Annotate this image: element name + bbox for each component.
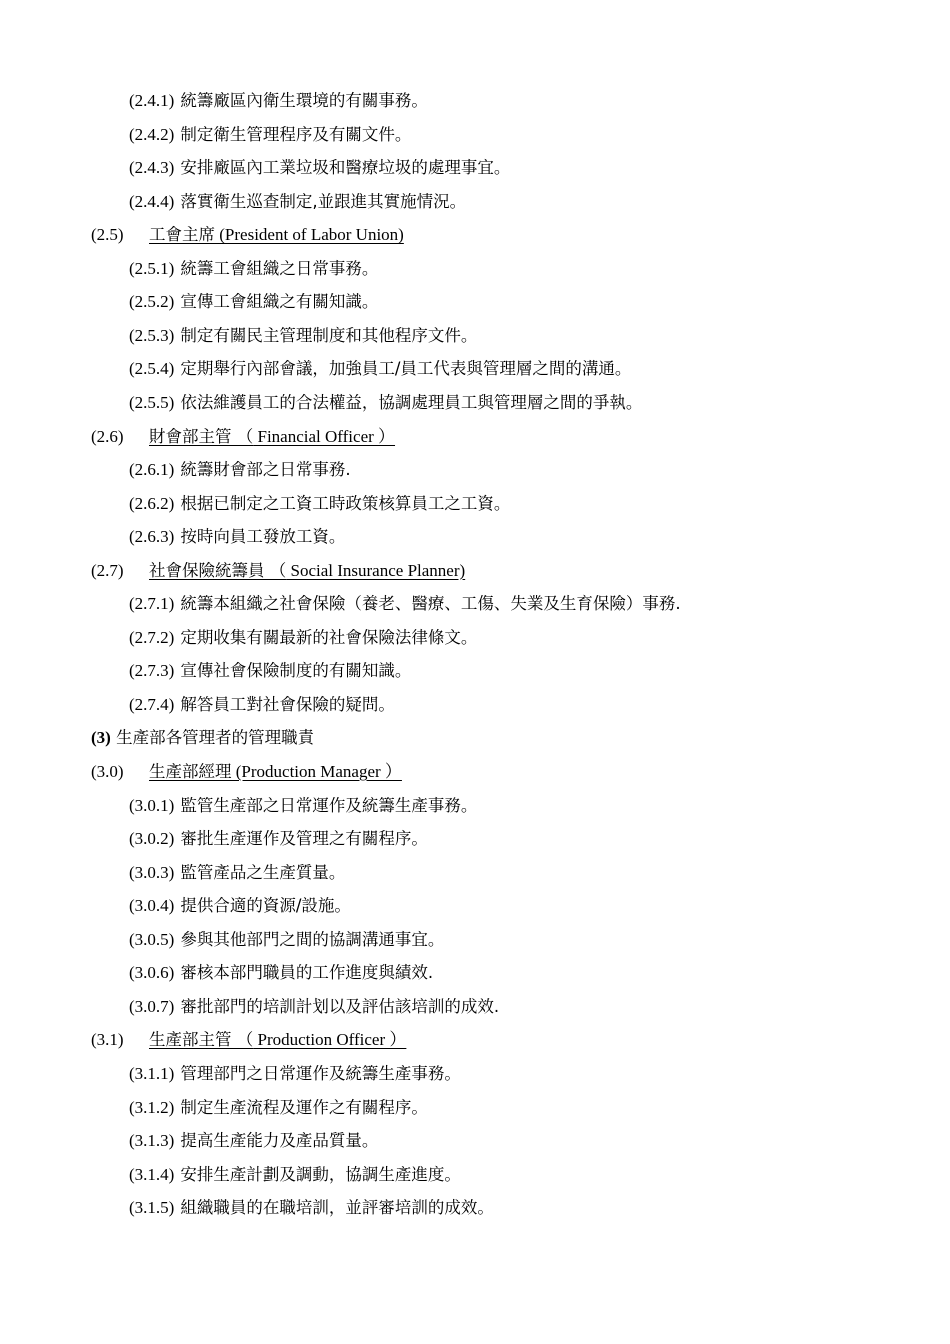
section-heading (91, 220, 404, 250)
item-number: (2.4.3) (129, 158, 175, 178)
list-item (129, 354, 631, 384)
item-text: 安排廠區內工業垃圾和醫療垃圾的處理事宜。 (180, 158, 511, 178)
item-number: (2.7.3) (129, 661, 175, 681)
list-item (129, 120, 411, 150)
item-number: (3.0.7) (129, 996, 175, 1016)
list-item (129, 153, 510, 183)
item-text: 宣傳社會保險制度的有關知識。 (180, 661, 412, 681)
section-heading (91, 757, 402, 787)
list-item (129, 656, 411, 686)
section-heading (91, 422, 395, 452)
list-item (129, 858, 345, 888)
item-text: 監管產品之生產質量。 (180, 862, 346, 882)
chapter-number: (3) (91, 728, 111, 748)
item-number: (2.4.2) (129, 124, 175, 144)
item-text: 統籌本組織之社會保險（養老、醫療、工傷、失業及生育保險）事務. (180, 594, 681, 614)
item-number: (3.1.5) (129, 1198, 175, 1218)
section-title (149, 1030, 406, 1049)
list-item (129, 992, 499, 1022)
chapter-heading (91, 723, 314, 753)
list-item (129, 187, 466, 217)
list-item (129, 1193, 494, 1223)
section-title (149, 427, 395, 446)
list-item (129, 824, 428, 854)
item-text: 宣傳工會組織之有關知識。 (180, 292, 379, 312)
item-number: (2.6.3) (129, 527, 175, 547)
list-item (129, 1093, 428, 1123)
section-title (149, 762, 402, 781)
chapter-title: 生產部各管理者的管理職責 (110, 728, 315, 748)
item-text: 審批部門的培訓計划以及評估該培訓的成效. (180, 996, 500, 1016)
item-number: (3.0.6) (129, 963, 175, 983)
item-number: (3.0.3) (129, 862, 175, 882)
item-number: (2.4.4) (129, 191, 175, 211)
item-text: 制定有關民主管理制度和其他程序文件。 (180, 325, 478, 345)
item-number: (3.1.3) (129, 1131, 175, 1150)
section-heading (91, 556, 465, 586)
section-number: (3.1) (91, 1030, 124, 1050)
item-text: 制定生產流程及運作之有關程序。 (180, 1097, 428, 1117)
item-text: 安排生產計劃及調動，協調生產進度。 (180, 1164, 461, 1184)
list-item (129, 287, 378, 317)
list-item (129, 522, 345, 552)
item-text: 提供合適的資源/設施。 (180, 896, 351, 916)
item-text: 解答員工對社會保險的疑問。 (180, 694, 395, 714)
item-text: 定期收集有關最新的社會保險法律條文。 (180, 627, 478, 647)
item-number: (3.1.1) (129, 1063, 175, 1083)
section-title (149, 225, 404, 244)
list-item (129, 958, 433, 988)
item-number: (2.5.2) (129, 292, 175, 312)
item-text: 根据已制定之工資工時政策核算員工之工資。 (180, 493, 511, 513)
item-number: (3.0.4) (129, 896, 175, 916)
item-number: (2.6.1) (129, 460, 175, 479)
section-heading (91, 1025, 406, 1055)
section-number: (3.0) (91, 762, 124, 781)
item-text: 審核本部門職員的工作進度與績效. (180, 963, 434, 983)
list-item (129, 455, 351, 485)
list-item (129, 925, 444, 955)
item-text: 管理部門之日常運作及統籌生產事務。 (180, 1063, 461, 1083)
list-item (129, 791, 477, 821)
list-item (129, 623, 477, 653)
section-title-zh: 生產部主管 （ (149, 1030, 254, 1050)
item-text: 依法維護員工的合法權益，協調處理員工與管理層之間的爭執。 (180, 392, 643, 412)
list-item (129, 1059, 461, 1089)
section-number: (2.6) (91, 426, 124, 446)
item-number: (2.5.5) (129, 392, 175, 412)
list-item (129, 86, 428, 116)
section-title-en: (President of Labor Union) (215, 225, 404, 245)
item-number: (2.7.4) (129, 694, 175, 714)
section-title (149, 561, 465, 580)
item-number: (2.5.4) (129, 359, 175, 379)
section-title-en: (Production Manager ） (231, 762, 402, 781)
item-text: 統籌廠區內衛生環境的有關事務。 (180, 91, 428, 110)
item-number: (2.5.1) (129, 258, 175, 278)
list-item (129, 388, 642, 418)
section-title-en: Social Insurance Planner) (286, 560, 466, 580)
item-text: 定期舉行內部會議，加強員工/員工代表與管理層之間的溝通。 (180, 359, 632, 379)
item-text: 監管生產部之日常運作及統籌生產事務。 (180, 795, 478, 815)
item-number: (2.7.2) (129, 627, 175, 647)
section-title-en: Financial Officer ） (253, 426, 396, 446)
list-item (129, 1126, 378, 1156)
item-text: 審批生產運作及管理之有關程序。 (180, 829, 428, 849)
list-item (129, 254, 378, 284)
item-text: 按時向員工發放工資。 (180, 527, 346, 547)
item-number: (2.5.3) (129, 325, 175, 345)
item-number: (3.0.1) (129, 795, 175, 815)
section-title-zh: 工會主席 (149, 225, 215, 245)
section-number: (2.7) (91, 560, 124, 580)
item-number: (2.7.1) (129, 594, 175, 614)
list-item (129, 489, 510, 519)
item-text: 制定衛生管理程序及有關文件。 (180, 124, 412, 144)
item-text: 參與其他部門之間的協調溝通事宜。 (180, 929, 445, 949)
item-number: (3.1.4) (129, 1164, 175, 1184)
list-item (129, 589, 681, 619)
item-text: 提高生產能力及產品質量。 (180, 1131, 379, 1150)
list-item (129, 690, 395, 720)
item-number: (3.0.5) (129, 929, 175, 949)
item-number: (2.6.2) (129, 493, 175, 513)
list-item (129, 1160, 461, 1190)
item-number: (2.4.1) (129, 91, 175, 110)
item-number: (3.0.2) (129, 829, 175, 849)
section-title-zh: 社會保險統籌員 （ (149, 560, 287, 580)
item-text: 組織職員的在職培訓，並評審培訓的成效。 (180, 1198, 494, 1218)
section-title-zh: 生產部經理 (149, 762, 232, 781)
section-title-zh: 財會部主管 （ (149, 426, 254, 446)
section-number: (2.5) (91, 225, 124, 245)
section-title-en: Production Officer ） (253, 1030, 407, 1050)
item-text: 落實衛生巡查制定,並跟進其實施情況。 (180, 191, 467, 211)
list-item (129, 891, 351, 921)
item-text: 統籌財會部之日常事務. (180, 460, 351, 479)
item-text: 統籌工會組織之日常事務。 (180, 258, 379, 278)
item-number: (3.1.2) (129, 1097, 175, 1117)
list-item (129, 321, 477, 351)
